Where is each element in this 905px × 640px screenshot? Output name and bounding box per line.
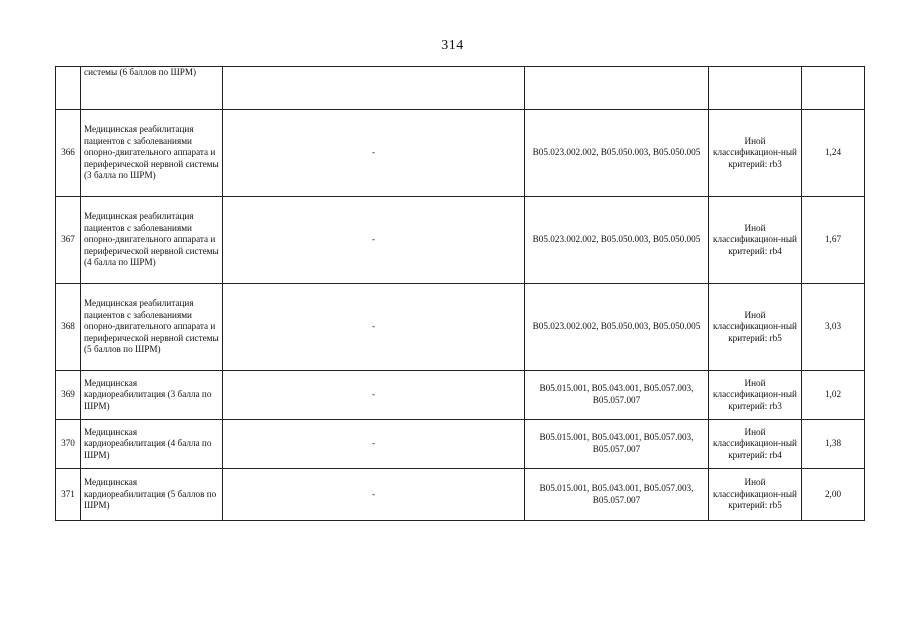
cell-name: Медицинская кардиореабилитация (3 балла по ШРМ) [81, 371, 223, 420]
table-row [56, 197, 865, 284]
cell-codes: B05.015.001, B05.043.001, B05.057.003, B05.057.007 [525, 371, 709, 420]
cell-num: 367 [56, 197, 81, 284]
table-row [56, 110, 865, 197]
table-row [56, 371, 865, 420]
cell-criterion: Иной классификацион-ный критерий: rb5 [709, 469, 802, 521]
cell-criterion: Иной классификацион-ный критерий: rb4 [709, 197, 802, 284]
cell-num: 368 [56, 284, 81, 371]
cell-codes: B05.015.001, B05.043.001, B05.057.003, B05.057.007 [525, 469, 709, 521]
cell-dash: - [223, 420, 525, 469]
cell-codes: B05.023.002.002, B05.050.003, B05.050.005 [525, 110, 709, 197]
cell-coef: 2,00 [802, 469, 865, 521]
page-number: 314 [441, 38, 464, 53]
table-row [56, 420, 865, 469]
cell-codes: B05.023.002.002, B05.050.003, B05.050.005 [525, 197, 709, 284]
table-row [56, 469, 865, 521]
cell-dash: - [223, 284, 525, 371]
cell-dash: - [223, 110, 525, 197]
cell-num [56, 67, 81, 110]
cell-criterion: Иной классификацион-ный критерий: rb5 [709, 284, 802, 371]
cell-num: 369 [56, 371, 81, 420]
cell-coef: 1,67 [802, 197, 865, 284]
cell-criterion: Иной классификацион-ный критерий: rb4 [709, 420, 802, 469]
cell-criterion: Иной классификацион-ный критерий: rb3 [709, 371, 802, 420]
cell-name: Медицинская реабилитация пациентов с заболеваниями опорно-двигательного аппарата и периферической нервной системы (3 балла по ШРМ) [81, 110, 223, 197]
cell-num: 370 [56, 420, 81, 469]
cell-criterion: Иной классификацион-ный критерий: rb3 [709, 110, 802, 197]
cell-name: системы (6 баллов по ШРМ) [81, 67, 223, 110]
cell-name: Медицинская реабилитация пациентов с заболеваниями опорно-двигательного аппарата и периферической нервной системы (4 балла по ШРМ) [81, 197, 223, 284]
cell-coef: 3,03 [802, 284, 865, 371]
cell-criterion [709, 67, 802, 110]
cell-codes [525, 67, 709, 110]
cell-coef: 1,38 [802, 420, 865, 469]
cell-name: Медицинская реабилитация пациентов с заболеваниями опорно-двигательного аппарата и периферической нервной системы (5 баллов по ШРМ) [81, 284, 223, 371]
cell-name: Медицинская кардиореабилитация (4 балла по ШРМ) [81, 420, 223, 469]
cell-name: Медицинская кардиореабилитация (5 баллов по ШРМ) [81, 469, 223, 521]
table-row [56, 284, 865, 371]
cell-dash: - [223, 469, 525, 521]
cell-dash: - [223, 371, 525, 420]
cell-coef: 1,24 [802, 110, 865, 197]
cell-coef [802, 67, 865, 110]
cell-codes: B05.015.001, B05.043.001, B05.057.003, B05.057.007 [525, 420, 709, 469]
cell-codes: B05.023.002.002, B05.050.003, B05.050.005 [525, 284, 709, 371]
cell-coef: 1,02 [802, 371, 865, 420]
cell-num: 371 [56, 469, 81, 521]
cell-dash [223, 67, 525, 110]
tariff-table [55, 66, 865, 521]
cell-dash: - [223, 197, 525, 284]
cell-num: 366 [56, 110, 81, 197]
table-row-continuation [56, 67, 865, 110]
